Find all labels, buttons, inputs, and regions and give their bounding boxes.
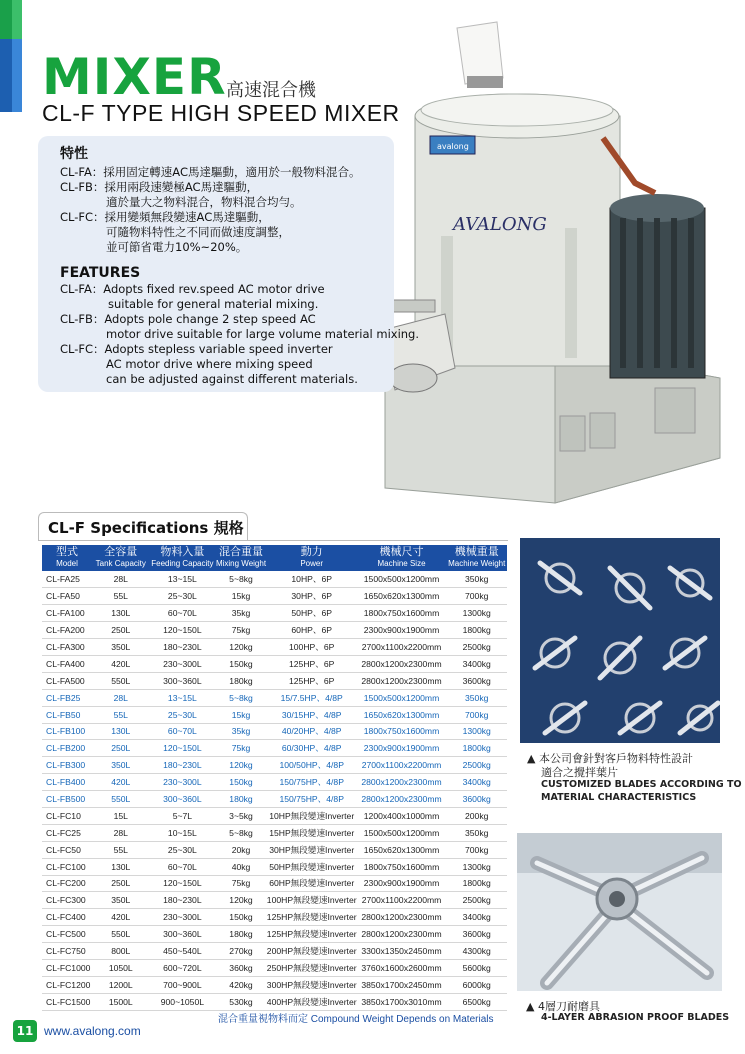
spec-cell: 30/15HP、4/8P [267,706,357,723]
spec-cell: 130L [92,723,150,740]
spec-cell: CL-FB500 [42,791,92,808]
spec-row [42,740,507,757]
spec-cell: 150/75HP、4/8P [267,791,357,808]
spec-cell: 450~540L [150,943,216,960]
spec-cell: 1650x620x1300mm [357,841,447,858]
spec-header-cell: 型式 Model [42,545,92,571]
spec-row [42,993,507,1010]
spec-row [42,926,507,943]
spec-cell: 120kg [215,757,267,774]
spec-cell: 2300x900x1900mm [357,622,447,639]
spec-cell: 230~300L [150,909,216,926]
spec-row [42,622,507,639]
spec-cell: 150/75HP、4/8P [267,774,357,791]
spec-row [42,639,507,656]
spec-cell: 50HP、6P [267,605,357,622]
spec-cell: 150kg [215,774,267,791]
spec-cell: 5~8kg [215,571,267,588]
spec-cell: 350L [92,757,150,774]
spec-cell: 2500kg [446,757,507,774]
spec-row [42,824,507,841]
spec-cell: 250HP無段變速Inverter [267,959,357,976]
spec-cell: 1650x620x1300mm [357,588,447,605]
photo2-caption-en: 4-LAYER ABRASION PROOF BLADES [541,1012,730,1023]
spec-cell: 15kg [215,706,267,723]
spec-cell: 1800x750x1600mm [357,605,447,622]
spec-row [42,791,507,808]
spec-row [42,588,507,605]
spec-cell: 60~70L [150,605,216,622]
spec-cell: 350kg [446,824,507,841]
spec-cell: 900~1050L [150,993,216,1010]
spec-cell: 800L [92,943,150,960]
spec-cell: 5~8kg [215,689,267,706]
spec-table [42,545,507,1011]
spec-cell: 6000kg [446,976,507,993]
spec-row [42,571,507,588]
spec-cell: 350kg [446,571,507,588]
spec-cell: 30HP、6P [267,588,357,605]
spec-cell: 2700x1100x2200mm [357,892,447,909]
features-en [60,265,419,387]
spec-cell: 15kg [215,588,267,605]
machine-brand: AVALONG [453,214,547,235]
spec-cell: 1650x620x1300mm [357,706,447,723]
features-en-line: CL-FB：Adopts pole change 2 step speed AC [60,312,316,326]
spec-cell: 150kg [215,655,267,672]
spec-cell: CL-FA100 [42,605,92,622]
spec-cell: 25~30L [150,588,216,605]
spec-cell: 600~720L [150,959,216,976]
spec-cell: CL-FC25 [42,824,92,841]
spec-row [42,959,507,976]
spec-cell: 125HP無段變速Inverter [267,909,357,926]
spec-cell: 2800x1200x2300mm [357,791,447,808]
photo1-caption-cn1: ▲ 本公司會針對客戶物料特性設計 [527,752,693,765]
spec-title: CL-F Specifications 規格 [48,519,244,537]
spec-cell: 360kg [215,959,267,976]
features-cn-line: 可隨物料特性之不同而做速度調整， [106,225,290,239]
spec-cell: 550L [92,926,150,943]
spec-cell: 1500x500x1200mm [357,824,447,841]
photo1-caption-en1: CUSTOMIZED BLADES ACCORDING TO [541,779,742,790]
spec-cell: 230~300L [150,655,216,672]
spec-cell: 60~70L [150,858,216,875]
spec-cell: 1500L [92,993,150,1010]
spec-cell: CL-FC200 [42,875,92,892]
spec-cell: 3600kg [446,791,507,808]
mixer-machine-image [375,18,745,508]
page-title: MIXER [42,48,227,106]
spec-cell: 350L [92,639,150,656]
spec-cell: 1300kg [446,605,507,622]
spec-row [42,723,507,740]
spec-cell: CL-FA300 [42,639,92,656]
spec-cell: 180~230L [150,892,216,909]
spec-cell: 3850x1700x3010mm [357,993,447,1010]
customized-blades-photo [520,538,720,743]
features-cn-line: CL-FC：採用變頻無段變速AC馬達驅動， [60,210,270,224]
spec-cell: 420L [92,774,150,791]
spec-cell: 250L [92,740,150,757]
spec-cell: 75kg [215,875,267,892]
spec-cell: 55L [92,588,150,605]
spec-cell: CL-FC100 [42,858,92,875]
spec-row [42,706,507,723]
spec-cell: 2800x1200x2300mm [357,774,447,791]
photo2-caption-cn: ▲ 4層刀耐磨具 [526,1000,600,1013]
spec-cell: 35kg [215,723,267,740]
spec-cell: 28L [92,824,150,841]
spec-cell: 15HP無段變速Inverter [267,824,357,841]
spec-cell: 13~15L [150,689,216,706]
spec-cell: CL-FC400 [42,909,92,926]
spec-cell: 25~30L [150,841,216,858]
spec-cell: 250L [92,622,150,639]
spec-cell: 3760x1600x2600mm [357,959,447,976]
spec-cell: 100HP無段變速Inverter [267,892,357,909]
spec-row [42,807,507,824]
spec-row [42,976,507,993]
spec-cell: 100HP、6P [267,639,357,656]
spec-header-row [42,545,507,571]
spec-cell: 6500kg [446,993,507,1010]
spec-cell: 3400kg [446,909,507,926]
spec-cell: CL-FC500 [42,926,92,943]
spec-cell: 3~5kg [215,807,267,824]
spec-cell: 10HP、6P [267,571,357,588]
spec-cell: 10~15L [150,824,216,841]
spec-row [42,774,507,791]
spec-cell: 180kg [215,926,267,943]
spec-cell: 700kg [446,706,507,723]
spec-cell: 700kg [446,588,507,605]
spec-row [42,909,507,926]
spec-cell: 130L [92,605,150,622]
spec-row [42,858,507,875]
page-subtitle: CL-F TYPE HIGH SPEED MIXER [42,100,400,126]
spec-cell: 3400kg [446,774,507,791]
features-en-line: suitable for general material mixing. [108,297,319,311]
spec-cell: 200HP無段變速Inverter [267,943,357,960]
spec-cell: 3600kg [446,926,507,943]
spec-cell: 300~360L [150,672,216,689]
spec-row [42,672,507,689]
spec-cell: 20kg [215,841,267,858]
photo1-caption-cn2: 適合之攪拌葉片 [541,766,618,779]
spec-cell: 25~30L [150,706,216,723]
spec-cell: CL-FC10 [42,807,92,824]
spec-cell: 125HP、6P [267,672,357,689]
spec-cell: 130L [92,858,150,875]
page-title-cn: 高速混合機 [226,80,316,101]
spec-cell: 420L [92,909,150,926]
spec-cell: 55L [92,706,150,723]
spec-cell: 75kg [215,622,267,639]
spec-cell: 2300x900x1900mm [357,740,447,757]
spec-cell: 250L [92,875,150,892]
accent-bar [0,0,12,112]
spec-cell: 1200L [92,976,150,993]
spec-cell: 150kg [215,909,267,926]
spec-cell: 180~230L [150,757,216,774]
spec-header-cell: 物料入量 Feeding Capacity [150,545,216,571]
spec-cell: CL-FC1200 [42,976,92,993]
features-cn [60,143,361,255]
features-en-line: can be adjusted against different materials. [106,372,358,386]
spec-cell: 120kg [215,639,267,656]
spec-cell: 120~150L [150,875,216,892]
spec-cell: 420kg [215,976,267,993]
spec-cell: 40kg [215,858,267,875]
spec-cell: 28L [92,689,150,706]
spec-cell: 3600kg [446,672,507,689]
spec-row [42,655,507,672]
spec-cell: CL-FB400 [42,774,92,791]
spec-cell: CL-FA50 [42,588,92,605]
spec-cell: CL-FC50 [42,841,92,858]
spec-cell: 10HP無段變速Inverter [267,807,357,824]
spec-cell: 2800x1200x2300mm [357,926,447,943]
spec-cell: 300HP無段變速Inverter [267,976,357,993]
spec-cell: CL-FA400 [42,655,92,672]
spec-cell: CL-FC300 [42,892,92,909]
features-en-line: CL-FC：Adopts stepless variable speed inverter [60,342,333,356]
features-en-line: motor drive suitable for large volume material mixing. [106,327,420,341]
spec-cell: 2500kg [446,639,507,656]
spec-cell: 1800x750x1600mm [357,723,447,740]
spec-cell: 300~360L [150,791,216,808]
spec-cell: 40/20HP、4/8P [267,723,357,740]
spec-cell: 30HP無段變速Inverter [267,841,357,858]
spec-cell: 3400kg [446,655,507,672]
spec-cell: 15/7.5HP、4/8P [267,689,357,706]
features-cn-line: CL-FB：採用兩段速變極AC馬達驅動， [60,180,259,194]
spec-row [42,841,507,858]
spec-header-cell: 混合重量 Mixing Weight [215,545,267,571]
spec-row [42,757,507,774]
spec-header-cell: 機械尺寸 Machine Size [357,545,447,571]
spec-cell: 550L [92,672,150,689]
features-en-line: AC motor drive where mixing speed [106,357,313,371]
spec-cell: CL-FC1500 [42,993,92,1010]
spec-cell: 55L [92,841,150,858]
spec-cell: 230~300L [150,774,216,791]
spec-header-cell: 全容量 Tank Capacity [92,545,150,571]
spec-cell: 120~150L [150,622,216,639]
spec-header-cell: 動力 Power [267,545,357,571]
spec-cell: 120kg [215,892,267,909]
spec-cell: 35kg [215,605,267,622]
spec-cell: 530kg [215,993,267,1010]
spec-cell: CL-FB50 [42,706,92,723]
spec-cell: 120~150L [150,740,216,757]
spec-row [42,892,507,909]
spec-cell: 1300kg [446,858,507,875]
spec-cell: 75kg [215,740,267,757]
spec-cell: 15L [92,807,150,824]
spec-cell: 13~15L [150,571,216,588]
spec-cell: 1800kg [446,622,507,639]
spec-cell: 2800x1200x2300mm [357,909,447,926]
spec-cell: 60/30HP、4/8P [267,740,357,757]
spec-cell: 350kg [446,689,507,706]
spec-divider [38,540,508,541]
spec-row [42,605,507,622]
spec-cell: 550L [92,791,150,808]
spec-cell: CL-FB25 [42,689,92,706]
spec-cell: 2500kg [446,892,507,909]
page-number: 11 [13,1020,37,1042]
spec-cell: 400HP無段變速Inverter [267,993,357,1010]
spec-cell: CL-FA25 [42,571,92,588]
features-cn-heading: 特性 [60,146,88,162]
spec-cell: 1500x500x1200mm [357,571,447,588]
svg-text:avalong: avalong [437,142,469,151]
spec-cell: CL-FC750 [42,943,92,960]
spec-cell: CL-FB100 [42,723,92,740]
spec-cell: 50HP無段變速Inverter [267,858,357,875]
spec-cell: 1800x750x1600mm [357,858,447,875]
spec-cell: 125HP、6P [267,655,357,672]
accent-bar-secondary [12,0,22,112]
spec-cell: 2800x1200x2300mm [357,672,447,689]
abrasion-proof-blades-photo [517,833,722,991]
spec-cell: 1050L [92,959,150,976]
spec-cell: CL-FA500 [42,672,92,689]
spec-cell: CL-FB200 [42,740,92,757]
spec-cell: 2700x1100x2200mm [357,639,447,656]
photo1-caption-en2: MATERIAL CHARACTERISTICS [541,792,697,803]
spec-cell: 125HP無段變速Inverter [267,926,357,943]
spec-cell: 350L [92,892,150,909]
spec-cell: 3300x1350x2450mm [357,943,447,960]
spec-cell: 5~8kg [215,824,267,841]
spec-cell: 180kg [215,791,267,808]
spec-cell: 3850x1700x2450mm [357,976,447,993]
spec-header-cell: 機械重量 Machine Weight [446,545,507,571]
features-en-line: CL-FA：Adopts fixed rev.speed AC motor drive [60,282,325,296]
spec-cell: 2300x900x1900mm [357,875,447,892]
spec-cell: CL-FC1000 [42,959,92,976]
spec-cell: 180kg [215,672,267,689]
spec-cell: CL-FB300 [42,757,92,774]
spec-cell: 4300kg [446,943,507,960]
spec-cell: 1300kg [446,723,507,740]
spec-cell: 60HP、6P [267,622,357,639]
spec-cell: 60HP無段變速Inverter [267,875,357,892]
features-cn-line: 適於量大之物料混合，物料混合均勻。 [106,195,302,209]
spec-cell: 700kg [446,841,507,858]
spec-row [42,875,507,892]
spec-cell: 5600kg [446,959,507,976]
spec-cell: 100/50HP、4/8P [267,757,357,774]
spec-cell: 420L [92,655,150,672]
spec-cell: 700~900L [150,976,216,993]
spec-cell: 5~7L [150,807,216,824]
spec-cell: CL-FA200 [42,622,92,639]
spec-cell: 60~70L [150,723,216,740]
spec-row [42,943,507,960]
spec-cell: 270kg [215,943,267,960]
spec-cell: 200kg [446,807,507,824]
website-link[interactable]: www.avalong.com [44,1024,141,1038]
features-cn-line: 並可節省電力10%~20%。 [106,240,248,254]
spec-cell: 1800kg [446,875,507,892]
spec-row [42,689,507,706]
spec-cell: 28L [92,571,150,588]
spec-cell: 2800x1200x2300mm [357,655,447,672]
spec-cell: 300~360L [150,926,216,943]
spec-cell: 2700x1100x2200mm [357,757,447,774]
spec-footnote: 混合重量視物料而定 Compound Weight Depends on Materials [218,1014,494,1025]
features-cn-line: CL-FA：採用固定轉速AC馬達驅動，適用於一般物料混合。 [60,165,361,179]
spec-cell: 180~230L [150,639,216,656]
features-en-heading: FEATURES [60,265,141,281]
spec-cell: 1800kg [446,740,507,757]
spec-cell: 1200x400x1000mm [357,807,447,824]
spec-cell: 1500x500x1200mm [357,689,447,706]
